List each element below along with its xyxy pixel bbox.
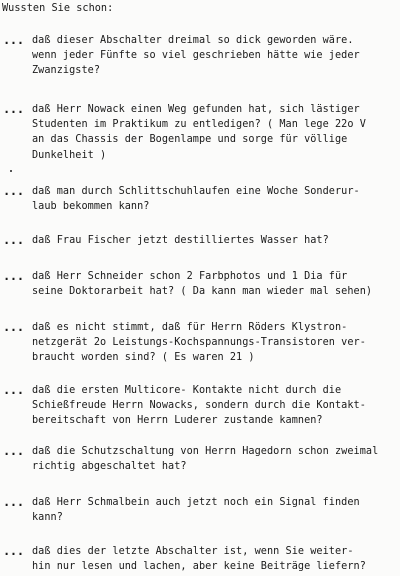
- ellipsis-bullet: ...: [3, 269, 24, 283]
- text-line: daß Herr Nowack einen Weg gefunden hat, sich lästiger: [32, 104, 360, 115]
- item-text: [32, 544, 398, 574]
- text-line: daß es nicht stimmt, daß für Herrn Röders Klystron-: [32, 322, 348, 333]
- text-line: kann?: [32, 512, 63, 524]
- text-line: seine Doktorarbeit hat? ( Da kann man wieder mal sehen): [32, 286, 373, 298]
- item-text: [32, 383, 398, 429]
- ellipsis-bullet: ...: [3, 383, 24, 397]
- text-line: daß man durch Schlittschuhlaufen eine Woche Sonderur-: [32, 186, 360, 197]
- ellipsis-bullet: ...: [3, 444, 24, 458]
- text-line: daß die ersten Multicore- Kontakte nicht durch die: [32, 385, 342, 396]
- text-line: richtig abgeschaltet hat?: [32, 461, 187, 473]
- text-line: hin nur lesen und lachen, aber keine Beiträge liefern?: [32, 561, 366, 573]
- ellipsis-bullet: ...: [3, 495, 24, 509]
- ellipsis-bullet: ...: [3, 102, 24, 116]
- text-line: an das Chassis der Bogenlampe und sorge für völlige: [32, 134, 348, 146]
- text-line: wenn jeder Fünfte so viel geschrieben hätte wie jeder: [32, 50, 360, 62]
- ellipsis-bullet: ...: [3, 233, 24, 247]
- text-line: daß Herr Schmalbein auch jetzt noch ein Signal finden: [32, 497, 360, 508]
- text-line: laub bekommen kann?: [32, 201, 150, 213]
- text-line: daß Herr Schneider schon 2 Farbphotos und 1 Dia für: [32, 271, 348, 282]
- text-line: daß dieser Abschalter dreimal so dick geworden wäre.: [32, 35, 354, 46]
- text-line: daß dies der letzte Abschalter ist, wenn Sie weiter-: [32, 546, 354, 557]
- ellipsis-bullet: ...: [3, 544, 24, 558]
- text-line: daß Frau Fischer jetzt destilliertes Wasser hat?: [32, 235, 329, 246]
- item-text: [32, 33, 398, 79]
- item-text: [32, 184, 398, 214]
- text-line: Dunkelheit ): [32, 149, 107, 161]
- stray-mark: [10, 170, 12, 172]
- page-heading: Wussten Sie schon:: [2, 3, 114, 14]
- text-line: Schießfreude Herrn Nowacks, sondern durch die Kontakt-: [32, 400, 366, 412]
- item-text: [32, 320, 398, 366]
- text-line: Zwanzigste?: [32, 65, 101, 77]
- ellipsis-bullet: ...: [3, 184, 24, 198]
- ellipsis-bullet: ...: [3, 320, 24, 334]
- item-text: [32, 102, 398, 163]
- text-line: Studenten im Praktikum zu entledigen? ( Man lege 22o V: [32, 119, 366, 131]
- item-text: [32, 495, 398, 525]
- text-line: daß die Schutzschaltung von Herrn Hagedorn schon zweimal: [32, 446, 379, 457]
- text-line: braucht worden sind? ( Es waren 21 ): [32, 352, 255, 364]
- item-text: [32, 269, 398, 299]
- item-text: [32, 444, 398, 474]
- text-line: bereitschaft von Herrn Luderer zustande kamnen?: [32, 415, 323, 427]
- text-line: netzgerät 2o Leistungs-Kochspannungs-Transistoren ver-: [32, 337, 366, 349]
- ellipsis-bullet: ...: [3, 33, 24, 47]
- item-text: [32, 233, 398, 248]
